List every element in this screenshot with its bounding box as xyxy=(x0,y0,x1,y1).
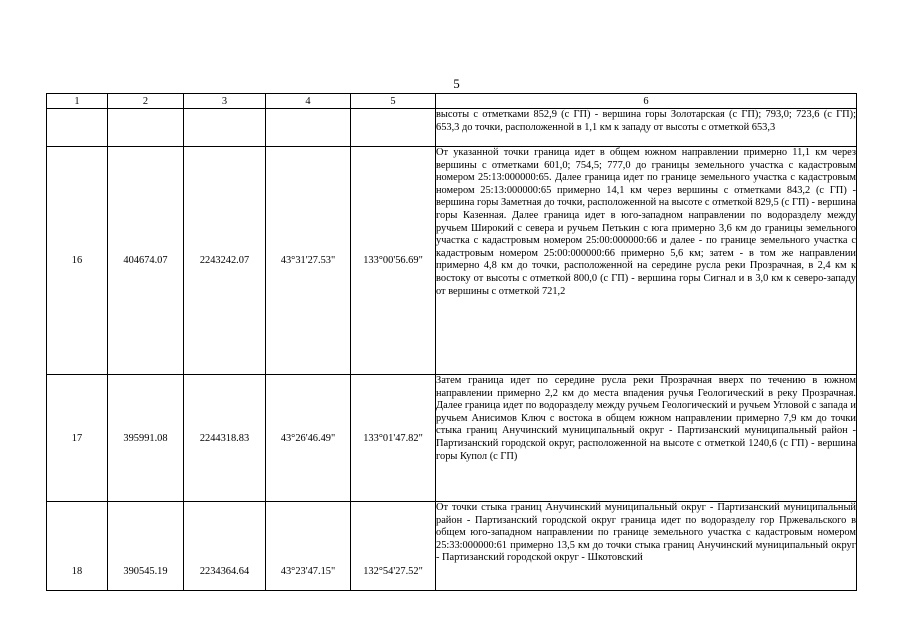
header-col-1: 1 xyxy=(47,94,108,109)
boundary-description: От точки стыка границ Анучинский муниципальный округ - Партизанский муниципальный район - Партизанский городской округ граница идет по водоразделу гор Пржевальского в общем юго-западном направлении по границе земельного участка с кадастровым номером 25:33:000000:61 примерно 13,5 км до точки стыка границ Анучинский муниципальный округ - Партизанский городской округ - Шкотовский xyxy=(436,502,857,591)
point-number-cell: 17 xyxy=(47,375,108,502)
boundary-description: От указанной точки граница идет в общем южном направлении примерно 11,1 км через вершины с отметками 601,0; 754,5; 777,0 до границы земельного участка с кадастровым номером 25:13:000000:65. Далее граница идет по границе земельного участка с кадастровым номером 25:13:000000:65 примерно 14,1 км через вершины с отметками 843,2 (с ГП) - вершина горы Заметная до точки, расположенной на высоте с отметкой 829,5 (с ГП) - вершина горы Казенная. Далее граница идет в юго-западном направлении по водоразделу между ручьем Широкий с севера и ручьем Петькин с юга примерно 3,6 км до границы земельного участка с кадастровым номером 25:00:000000:66 и далее - по границе земельного участка с кадастровым номером 25:00:000000:66 примерно 5,6 км; затем - в том же направлении примерно 4,8 км до точки, расположенной на середине русла реки Прозрачная, в 2,4 км к востоку от высоты с отметкой 800,0 (с ГП) - вершина горы Сигнал и в 3,0 км к северо-западу от вершины с отметкой 721,2 xyxy=(436,147,857,375)
header-col-5: 5 xyxy=(351,94,436,109)
longitude-cell xyxy=(351,109,436,147)
x-cell: 390545.19 xyxy=(108,502,184,591)
point-number-cell: 16 xyxy=(47,147,108,375)
y-cell: 2244318.83 xyxy=(184,375,266,502)
latitude-cell xyxy=(266,109,351,147)
table-row xyxy=(47,502,857,591)
boundary-table xyxy=(46,93,857,591)
page-number: 5 xyxy=(453,76,460,91)
table-row xyxy=(47,109,857,147)
y-cell: 2243242.07 xyxy=(184,147,266,375)
y-cell: 2234364.64 xyxy=(184,502,266,591)
longitude-cell: 132°54'27.52" xyxy=(351,502,436,591)
y-cell xyxy=(184,109,266,147)
header-col-4: 4 xyxy=(266,94,351,109)
latitude-cell: 43°23'47.15" xyxy=(266,502,351,591)
header-col-3: 3 xyxy=(184,94,266,109)
boundary-description: высоты с отметками 852,9 (с ГП) - вершина горы Золотарская (с ГП); 793,0; 723,6 (с ГП); 653,3 до точки, расположенной в 1,1 км к западу от высоты с отметкой 653,3 xyxy=(436,109,857,147)
point-number-cell: 18 xyxy=(47,502,108,591)
x-cell xyxy=(108,109,184,147)
longitude-cell: 133°00'56.69" xyxy=(351,147,436,375)
table-header-row xyxy=(47,94,857,109)
longitude-cell: 133°01'47.82" xyxy=(351,375,436,502)
header-col-6: 6 xyxy=(436,94,857,109)
latitude-cell: 43°26'46.49" xyxy=(266,375,351,502)
latitude-cell: 43°31'27.53" xyxy=(266,147,351,375)
point-number-cell xyxy=(47,109,108,147)
boundary-description: Затем граница идет по середине русла реки Прозрачная вверх по течению в южном направлении примерно 2,2 км до места впадения ручья Геологический в реку Прозрачная. Далее граница идет по водоразделу между ручьем Геологический и ручьем Угловой с запада и ручьем Анисимов Ключ с востока в общем южном направлении примерно 7,9 км до точки стыка границ Анучинский муниципальный округ - Партизанский муниципальный район - Партизанский городской округ, расположенной на высоте с отметкой 1240,6 (с ГП) - вершина горы Купол (с ГП) xyxy=(436,375,857,502)
x-cell: 395991.08 xyxy=(108,375,184,502)
x-cell: 404674.07 xyxy=(108,147,184,375)
header-col-2: 2 xyxy=(108,94,184,109)
